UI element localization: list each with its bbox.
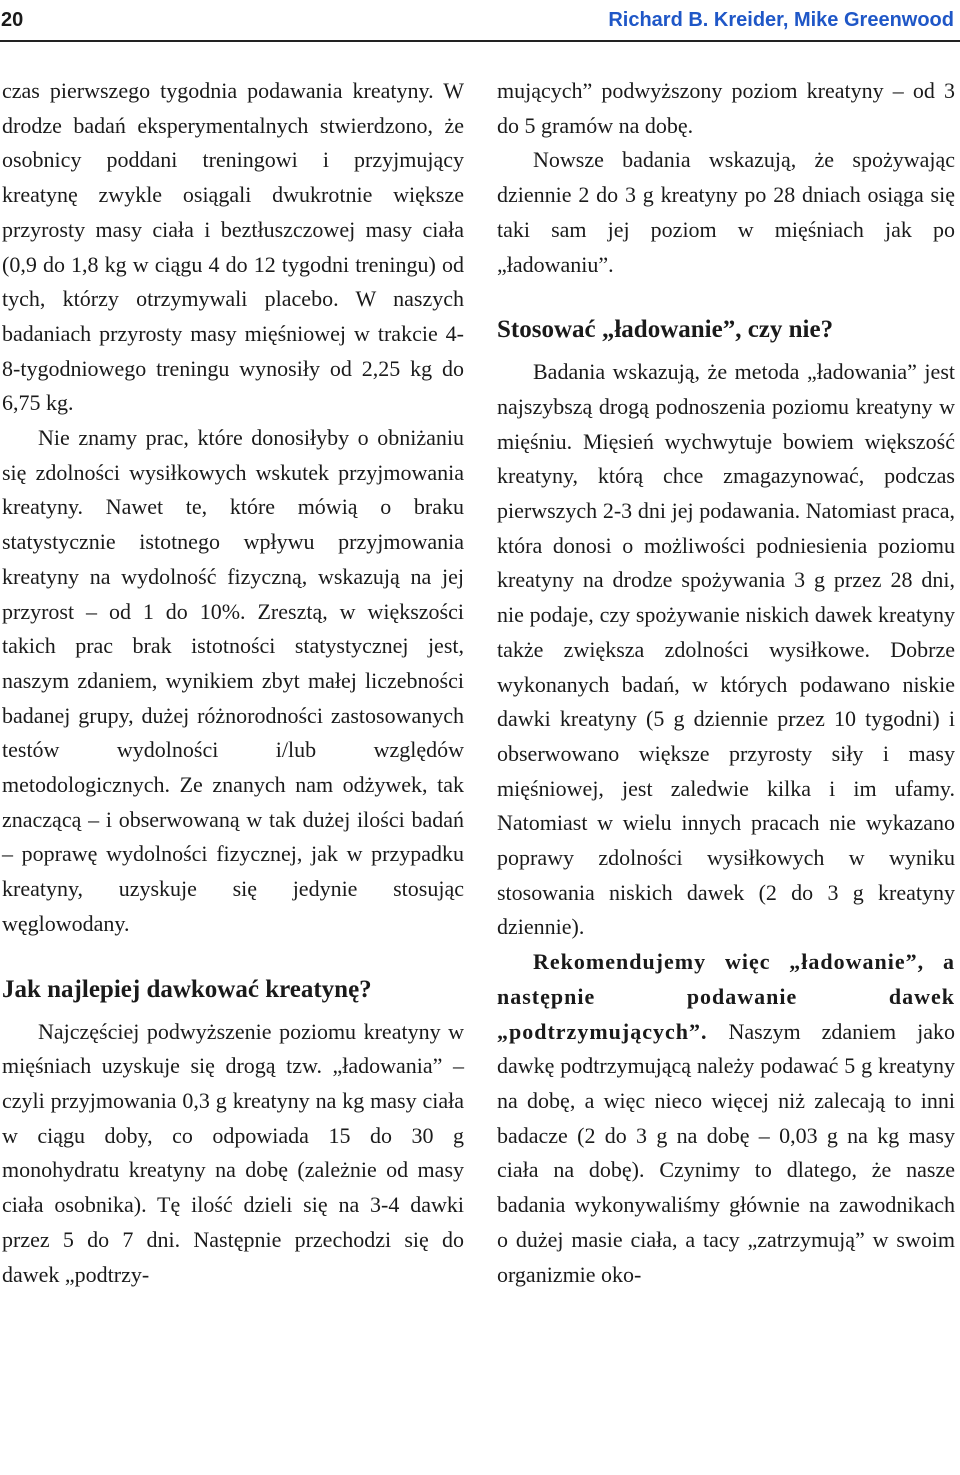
section-heading-loading: Stosować „ładowanie”, czy nie? <box>497 316 834 344</box>
right-paragraph-2: Nowsze badania wskazują, że spożywając dziennie 2 do 3 g kreatyny po 28 dniach osiąga się taki sam jej poziom w mięśniach jak po „ładowaniu”. <box>497 147 955 277</box>
left-paragraph-1: czas pierwszego tygodnia podawania kreatyny. W drodze badań eksperymentalnych stwierdzono, że osobnicy poddani treningowi i przyjmujący kreatynę zwykle osiągali dwukrotnie większe przyrosty masy ciała i beztłuszczowej masy ciała (0,9 do 1,8 kg w ciągu 4 do 12 tygodni treningu) od tych, którzy otrzymywali placebo. W naszych badaniach przyrosty masy mięśniowej w trakcie 4-8-tygodniowego treningu wynosiły od 2,25 kg do 6,75 kg. <box>2 78 464 416</box>
right-paragraph-4 <box>497 945 955 1292</box>
page-number: 20 <box>1 8 24 31</box>
running-header <box>0 0 960 40</box>
left-paragraph-2: Nie znamy prac, które donosiłyby o obniżaniu się zdolności wysiłkowych wskutek przyjmowania kreatyny. Nawet te, które mówią o braku statystycznie istotnego wpływu przyjmowania kreatyny na wydolność fizyczną, wskazują na jej przyrost – od 1 do 10%. Zresztą, w większości takich prac brak istotności statystycznej jest, naszym zdaniem, wynikiem zbyt małej liczebności badanej grupy, dużej różnorodności zastosowanych testów wydolności i/lub względów metodologicznych. Ze znanych nam odżywek, tak znaczącą – i obserwowaną w tak dużej ilości badań – poprawę wydolności fizycznej, jak w przypadku kreatyny, uzyskuje się jedynie stosując węglowodany. <box>2 425 464 936</box>
right-paragraph-1: mujących” podwyższony poziom kreatyny – od 3 do 5 gramów na dobę. <box>497 78 955 138</box>
right-column <box>497 74 955 1292</box>
right-paragraph-3: Badania wskazują, że metoda „ładowania” jest najszybszą drogą podnoszenia poziomu kreatyny w mięśniu. Mięsień wychwytuje bowiem większość kreatyny, którą chce zmagazynować, podczas pierwszych 2-3 dni jej podawania. Natomiast praca, która donosi o możliwości podniesienia poziomu kreatyny na drodze spożywania 3 g przez 28 dni, nie podaje, czy spożywanie niskich dawek kreatyny także zwiększa zdolności wysiłkowe. Dobrze wykonanych badań, w których podawano niskie dawki kreatyny (5 g dziennie przez 10 tygodni) i obserwowano większe przyrosty siły i masy mięśniowej, jest zaledwie kilka i im ufamy. Natomiast w wielu innych pracach nie wykazano poprawy zdolności wysiłkowych w wyniku stosowania niskich dawek (2 do 3 g kreatyny dziennie). <box>497 359 955 940</box>
left-column <box>2 74 464 1292</box>
recommendation-bold: Rekomendujemy więc „ładowanie”, a następnie podawanie dawek „podtrzymujących”. <box>497 949 955 1044</box>
running-header-authors: Richard B. Kreider, Mike Greenwood <box>608 8 954 31</box>
left-paragraph-3: Najczęściej podwyższenie poziomu kreatyny w mięśniach uzyskuje się drogą tzw. „ładowania” – czyli przyjmowania 0,3 g kreatyny na kg masy ciała w ciągu doby, co odpowiada 15 do 30 g monohydratu kreatyny na dobę (zależnie od masy ciała osobnika). Tę ilość dzieli się na 3-4 dawki przez 5 do 7 dni. Następnie przechodzi się do dawek „podtrzy- <box>2 1018 464 1287</box>
section-heading-dosing: Jak najlepiej dawkować kreatynę? <box>2 975 372 1003</box>
recommendation-text: Naszym zdaniem jako dawkę podtrzymującą należy podawać 5 g kreatyny na dobę, a więc nieco więcej niż zalecają to inni badacze (2 do 3 g na dobę – 0,03 g na kg masy ciała na dobę). Czynimy to dlatego, że nasze badania wykonywaliśmy głównie na zawodnikach o dużej masie ciała, a tacy „zatrzymują” w swoim organizmie oko- <box>497 1018 955 1287</box>
header-rule <box>0 40 960 42</box>
